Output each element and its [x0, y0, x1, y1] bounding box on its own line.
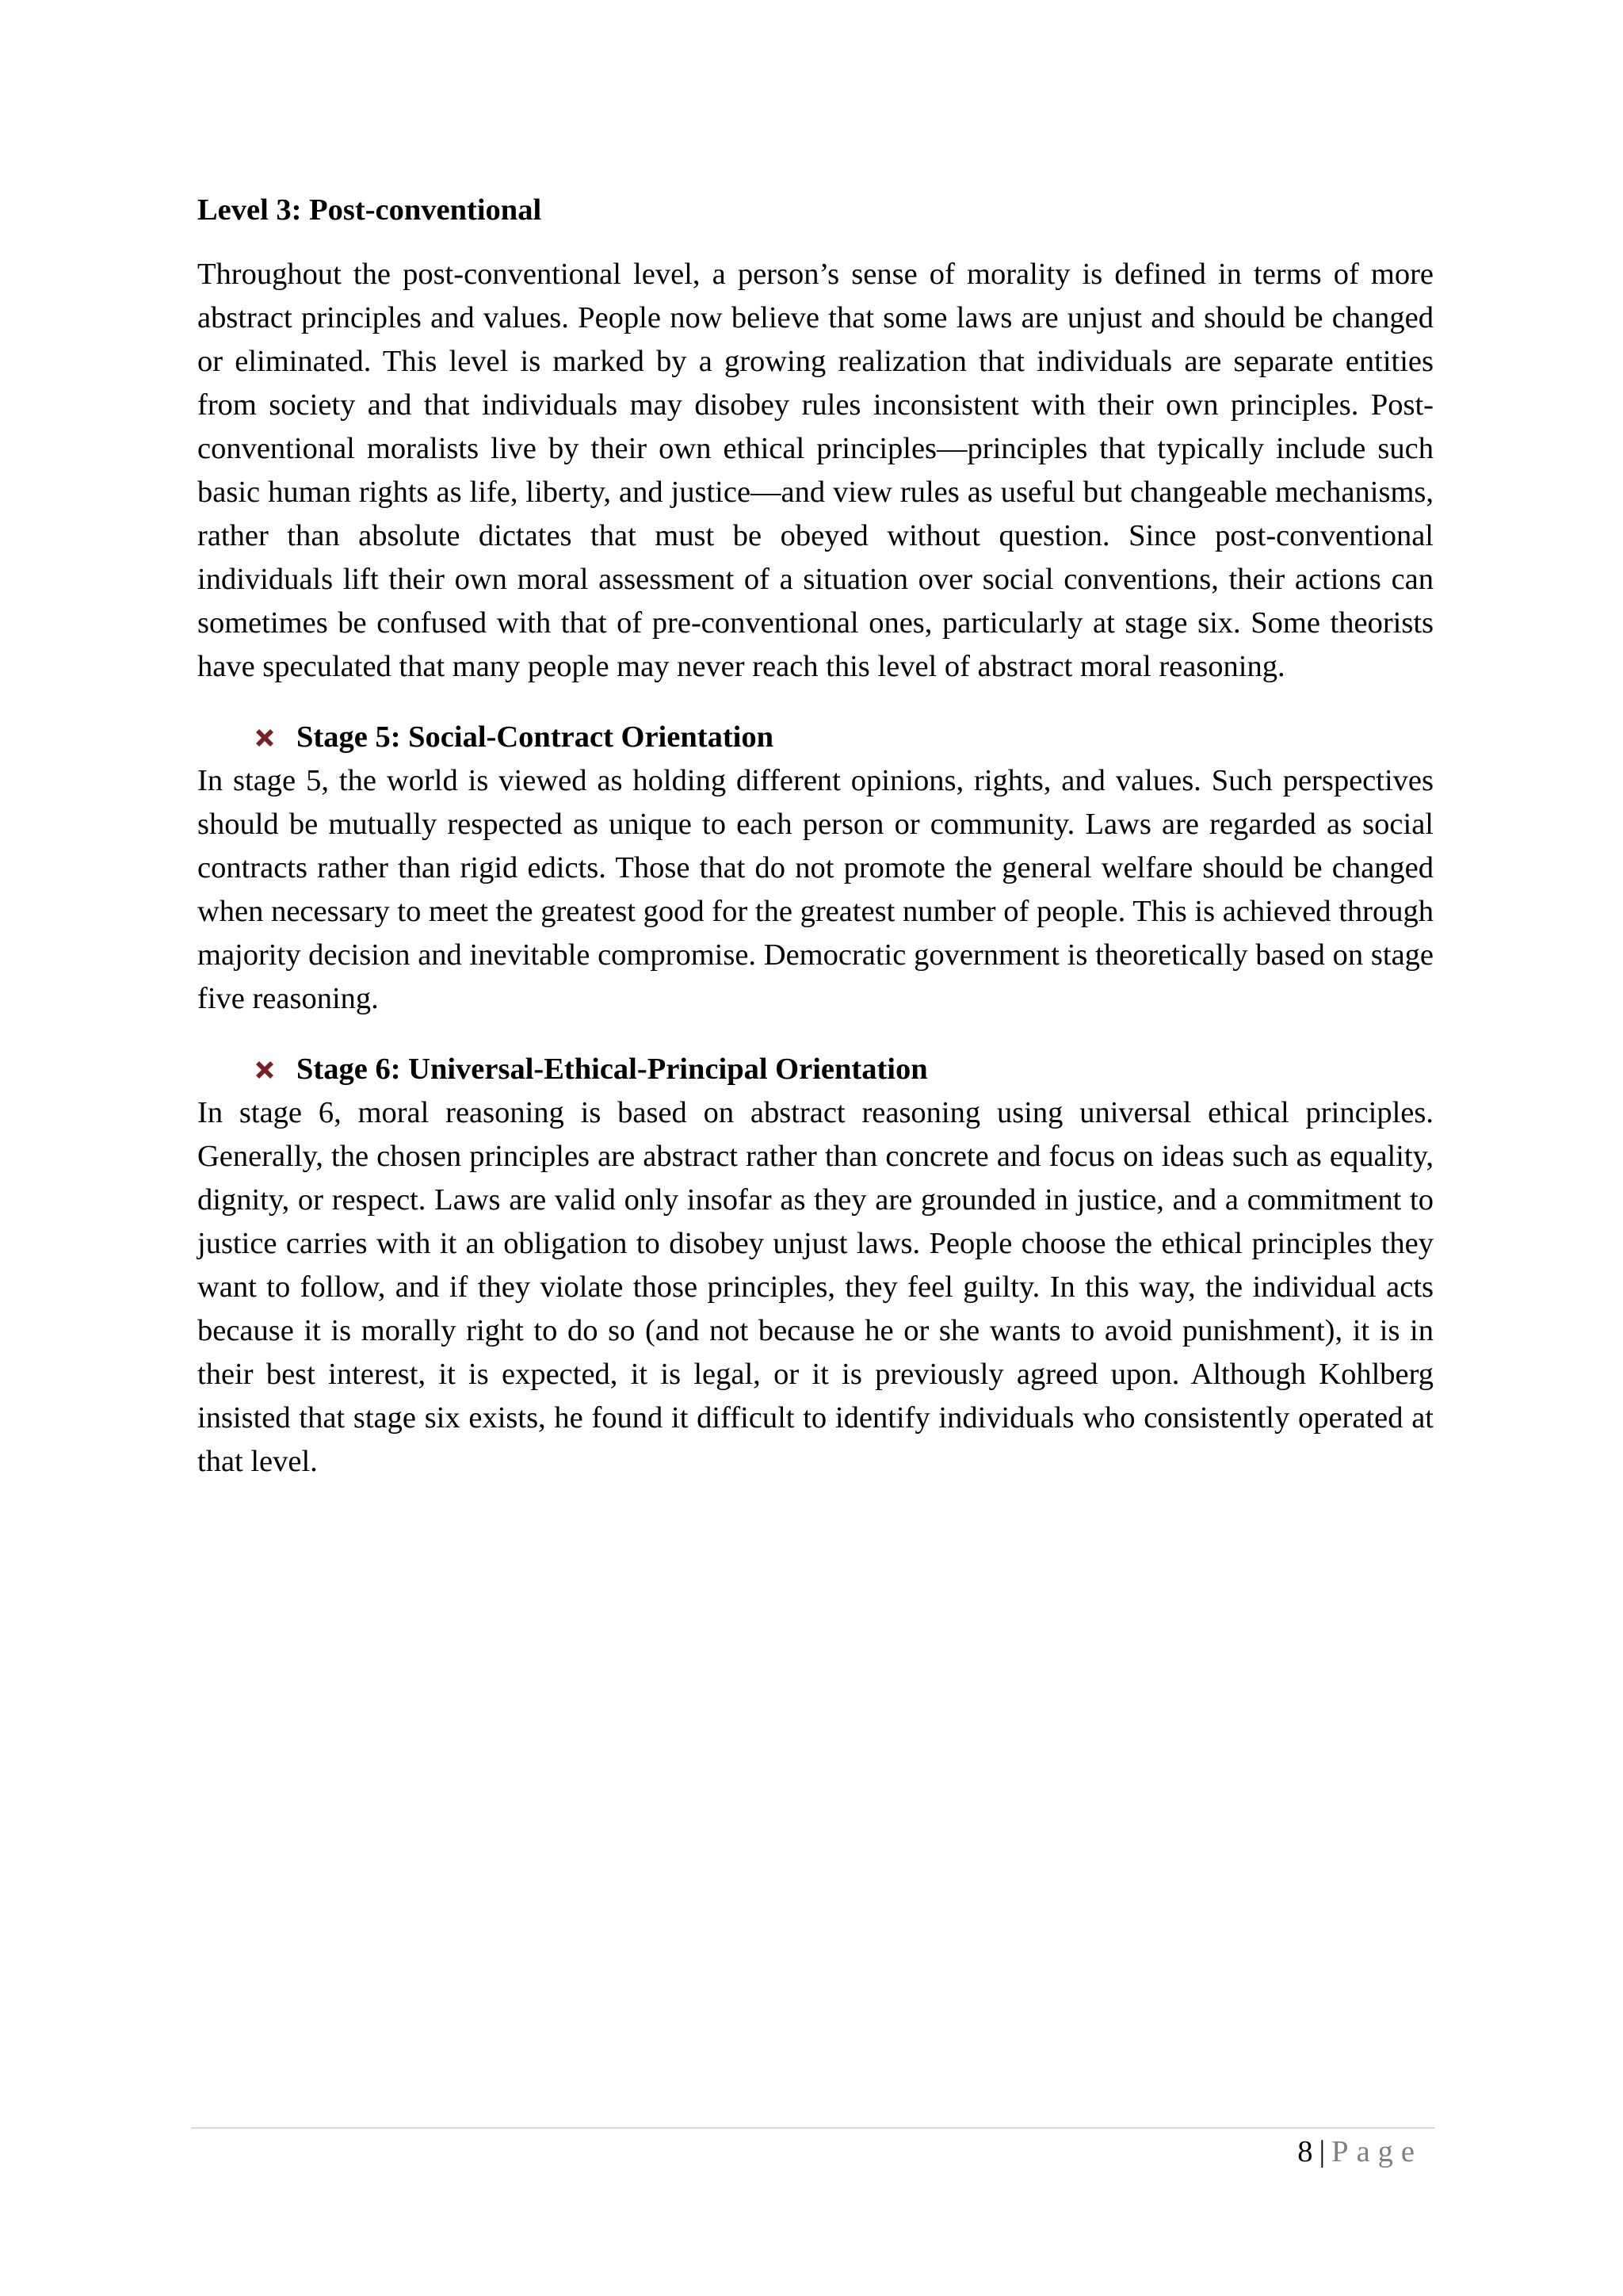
intro-paragraph: Throughout the post-conventional level, a person’s sense of morality is defined in terms of more abstract principles and values. People now believe that some laws are unjust and should be changed or eliminated. This level is marked by a growing realization that individuals are separate entities from society and that individuals may disobey rules inconsistent with their own principles. Post-conventional moralists live by their own ethical principles—principles that typically include such basic human rights as life, liberty, and justice—and view rules as useful but changeable mechanisms, rather than absolute dictates that must be obeyed without question. Since post-conventional individuals lift their own moral assessment of a situation over social conventions, their actions can sometimes be confused with that of pre-conventional ones, particularly at stage six. Some theorists have speculated that many people may never reach this level of abstract moral reasoning.: [197, 258, 1434, 683]
section-heading: Level 3: Post-conventional: [197, 193, 542, 227]
footer-divider: [191, 2127, 1435, 2129]
stage-5-body: In stage 5, the world is viewed as holding different opinions, rights, and values. Such perspectives should be mutually respected as unique to each person or community. Laws are regarded as social contracts rather than rigid edicts. Those that do not promote the general welfare should be changed when necessary to meet the greatest good for the greatest number of people. This is achieved through majority decision and inevitable compromise. Democratic government is theoretically based on stage five reasoning.: [197, 764, 1434, 1015]
page-label: Page: [1331, 2135, 1423, 2168]
cross-icon: [252, 1057, 277, 1083]
footer-separator: |: [1319, 2135, 1326, 2168]
stage-6-body: In stage 6, moral reasoning is based on abstract reasoning using universal ethical principles. Generally, the chosen principles are abstract rather than concrete and focus on ideas such as equality, dignity, or respect. Laws are valid only insofar as they are grounded in justice, and a commitment to justice carries with it an obligation to disobey unjust laws. People choose the ethical principles they want to follow, and if they violate those principles, they feel guilty. In this way, the individual acts because it is morally right to do so (and not because he or she wants to avoid punishment), it is in their best interest, it is expected, it is legal, or it is previously agreed upon. Although Kohlberg insisted that stage six exists, he found it difficult to identify individuals who consistently operated at that level.: [197, 1096, 1434, 1478]
cross-icon: [252, 725, 277, 751]
stage-6-title: Stage 6: Universal-Ethical-Principal Orientation: [296, 1052, 928, 1086]
stage-5-title: Stage 5: Social-Contract Orientation: [296, 720, 773, 754]
stage-6-heading: [197, 1048, 1434, 1091]
stage-6-section: [197, 1048, 1434, 1484]
stage-5-section: [197, 716, 1434, 1021]
page-number: 8: [1297, 2135, 1313, 2168]
stage-5-heading: [197, 716, 1434, 759]
page-footer: [1297, 2132, 1423, 2172]
document-content: [197, 189, 1434, 1484]
